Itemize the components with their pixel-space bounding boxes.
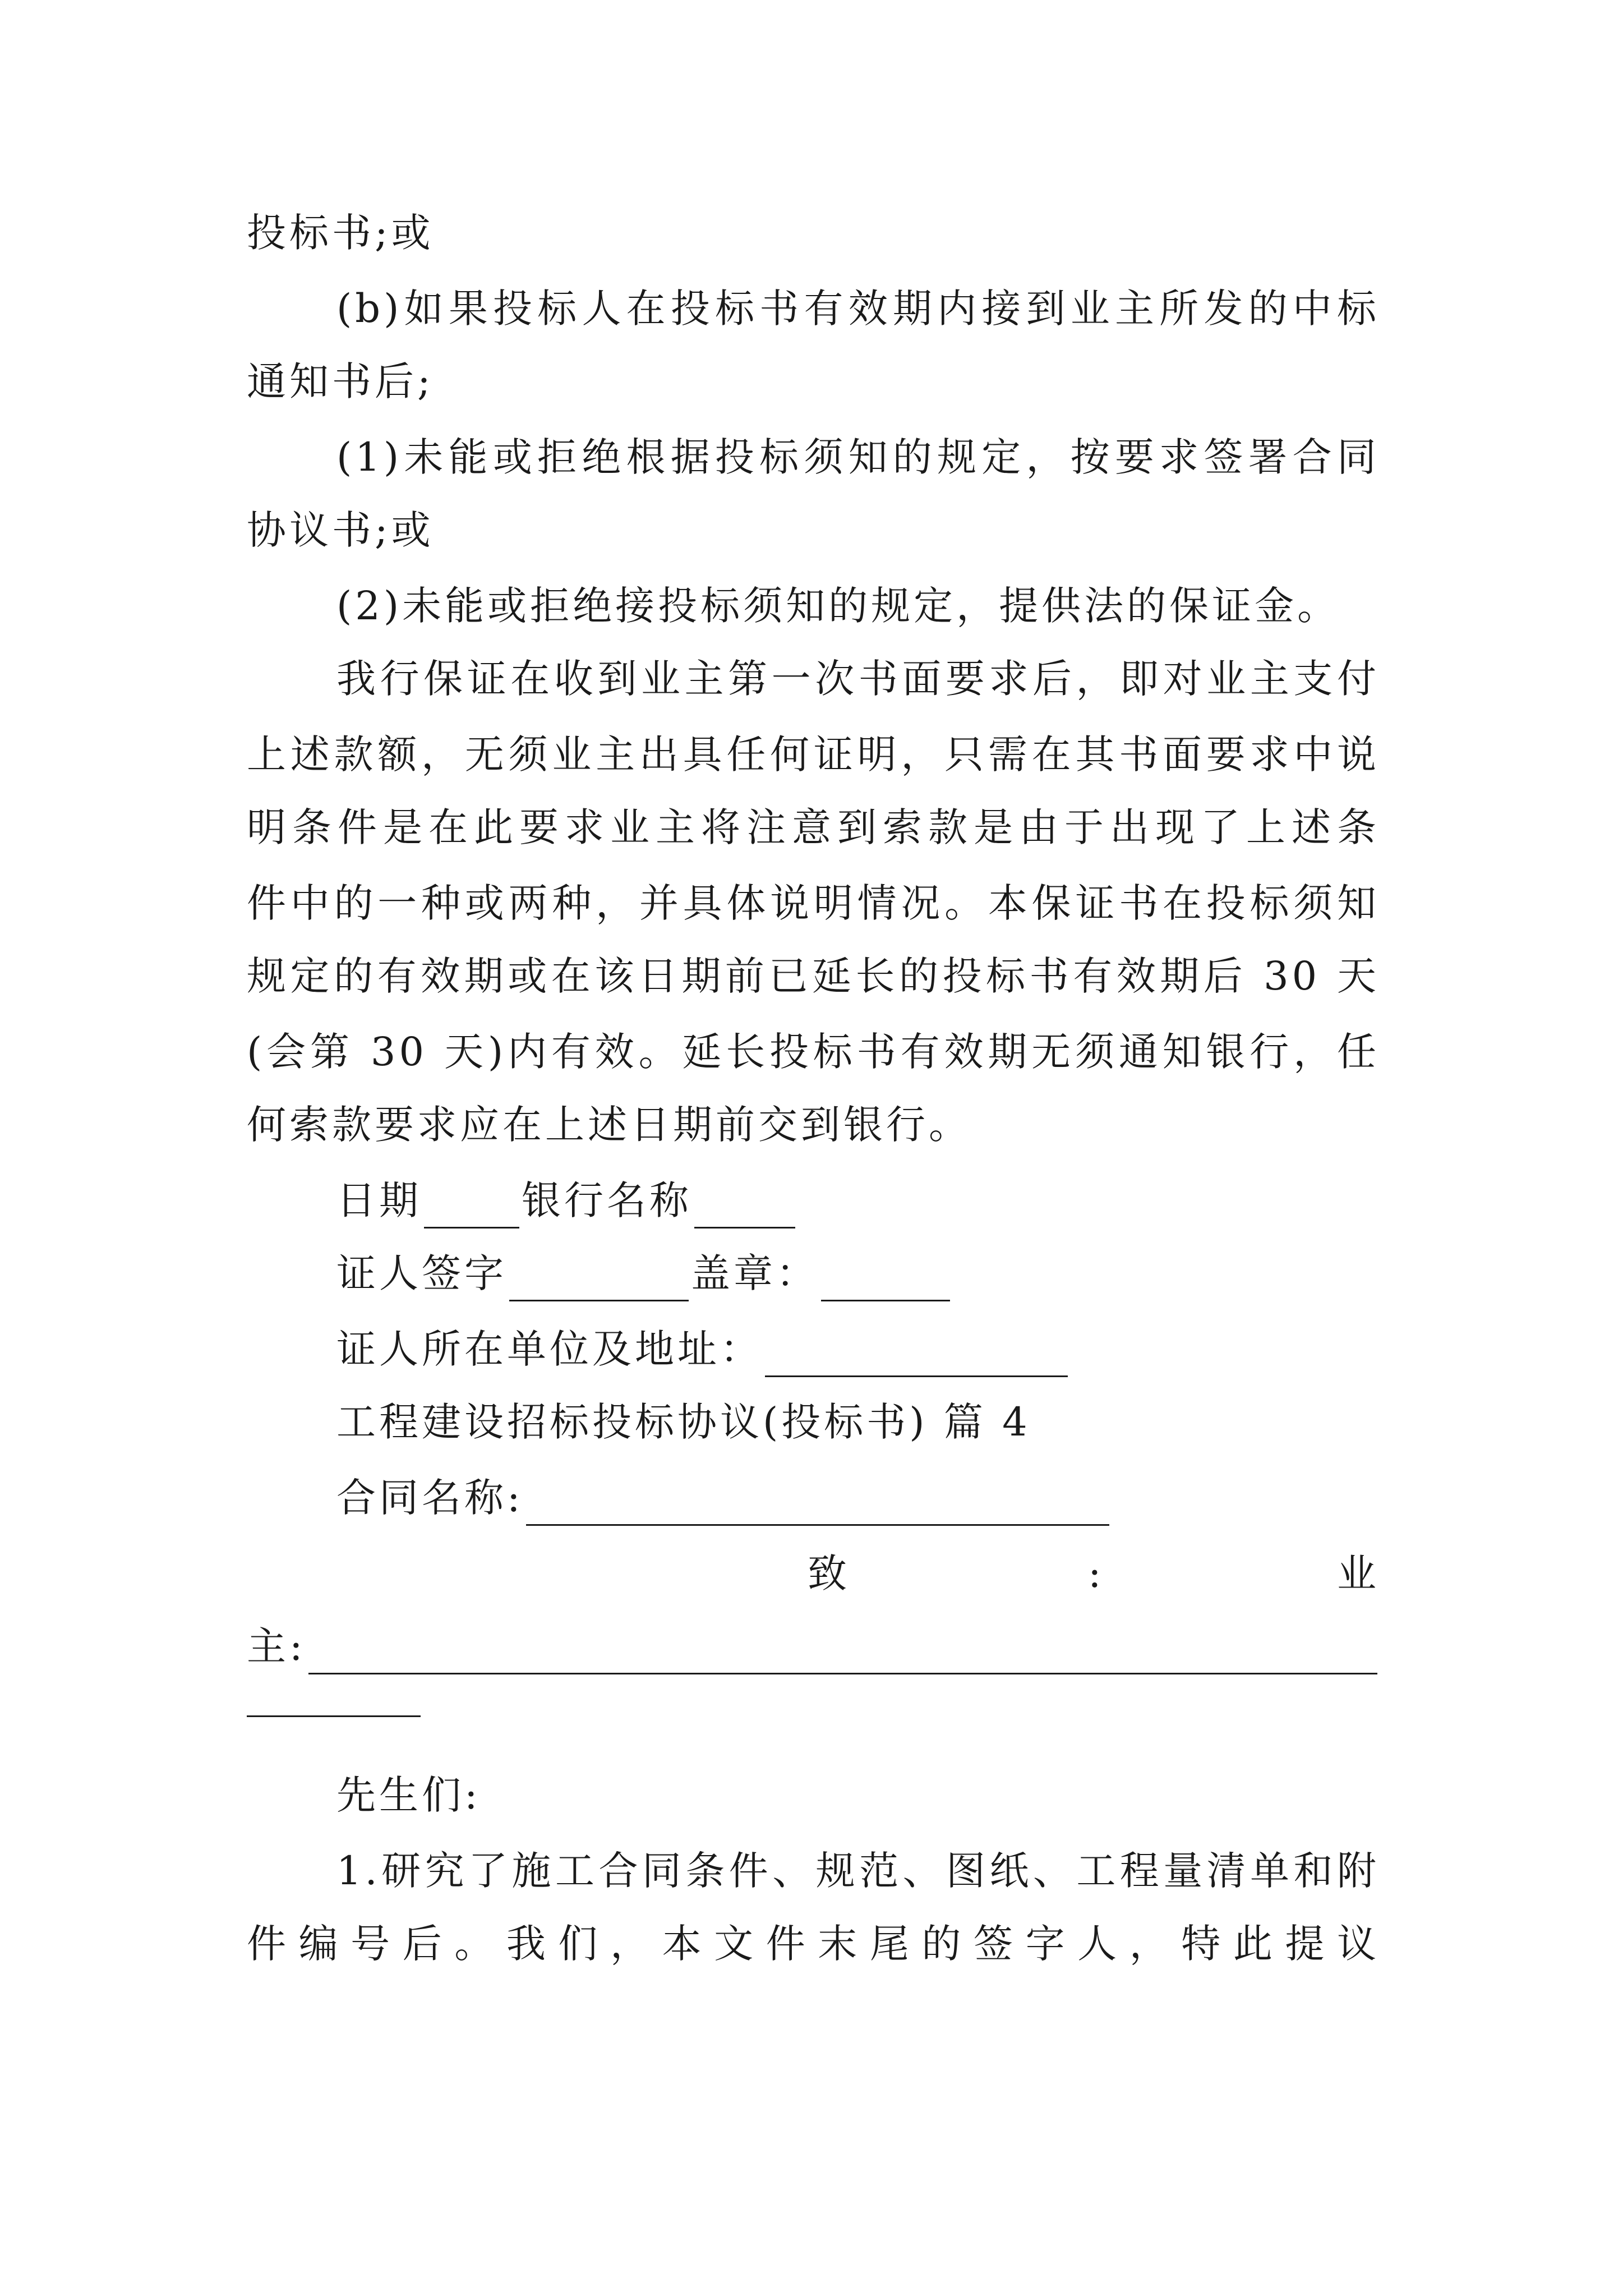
contract-name-blank — [526, 1485, 1109, 1526]
to-owner-row — [247, 1545, 1380, 1602]
text-line: (1)未能或拒绝根据投标须知的规定，按要求签署合同 — [336, 434, 1380, 480]
section-title: 工程建设招标投标协议(投标书) 篇 4 — [336, 1399, 1031, 1445]
contract-name-label: 合同名称: — [336, 1475, 524, 1521]
text-line: (b)如果投标人在投标书有效期内接到业主所发的中标 — [336, 286, 1380, 332]
owner-blank — [308, 1634, 1377, 1674]
text-line: (会第 30 天)内有效。延长投标书有效期无须通知银行，任 — [247, 1029, 1380, 1075]
text-line: 投标书;或 — [247, 210, 434, 256]
text-line: 规定的有效期或在该日期前已延长的投标书有效期后 30 天 — [247, 953, 1380, 999]
owner-char: 业 — [1337, 1550, 1380, 1596]
to-char: 致 — [808, 1550, 850, 1596]
witness-sign-blank — [509, 1260, 689, 1301]
witness-seal-row — [336, 1245, 1380, 1301]
to-colon: : — [1088, 1550, 1105, 1596]
text-line: 协议书;或 — [247, 507, 434, 553]
text-line: 何索款要求应在上述日期前交到银行。 — [247, 1102, 971, 1148]
salutation: 先生们: — [336, 1772, 481, 1818]
witness-unit-row — [336, 1321, 1380, 1377]
seal-blank — [821, 1260, 950, 1301]
text-line: 件中的一种或两种，并具体说明情况。本保证书在投标须知 — [247, 880, 1380, 926]
date-label: 日期 — [336, 1177, 422, 1223]
owner-label: 主: — [247, 1623, 306, 1669]
owner-blank-continuation — [247, 1715, 421, 1717]
owner-row — [247, 1618, 1380, 1674]
bank-name-blank — [694, 1188, 795, 1228]
contract-name-row — [336, 1470, 1380, 1526]
witness-sign-label: 证人签字 — [336, 1250, 507, 1296]
text-line: 上述款额，无须业主出具任何证明，只需在其书面要求中说 — [247, 731, 1380, 777]
witness-unit-label: 证人所在单位及地址： — [336, 1326, 763, 1372]
text-line: 我行保证在收到业主第一次书面要求后，即对业主支付 — [336, 656, 1380, 702]
date-bank-row — [336, 1172, 1380, 1228]
text-line: 通知书后; — [247, 358, 434, 404]
witness-unit-blank — [765, 1336, 1068, 1377]
text-line: 明条件是在此要求业主将注意到索款是由于出现了上述条 — [247, 804, 1380, 850]
seal-label: 盖章： — [691, 1250, 819, 1296]
date-blank — [424, 1188, 519, 1228]
bank-name-label: 银行名称 — [522, 1177, 692, 1223]
text-line: 1.研究了施工合同条件、规范、图纸、工程量清单和附 — [336, 1848, 1380, 1894]
text-line: (2)未能或拒绝接投标须知的规定，提供法的保证金。 — [336, 583, 1340, 629]
text-line: 件编号后。我们，本文件末尾的签字人，特此提议 — [247, 1921, 1380, 1967]
